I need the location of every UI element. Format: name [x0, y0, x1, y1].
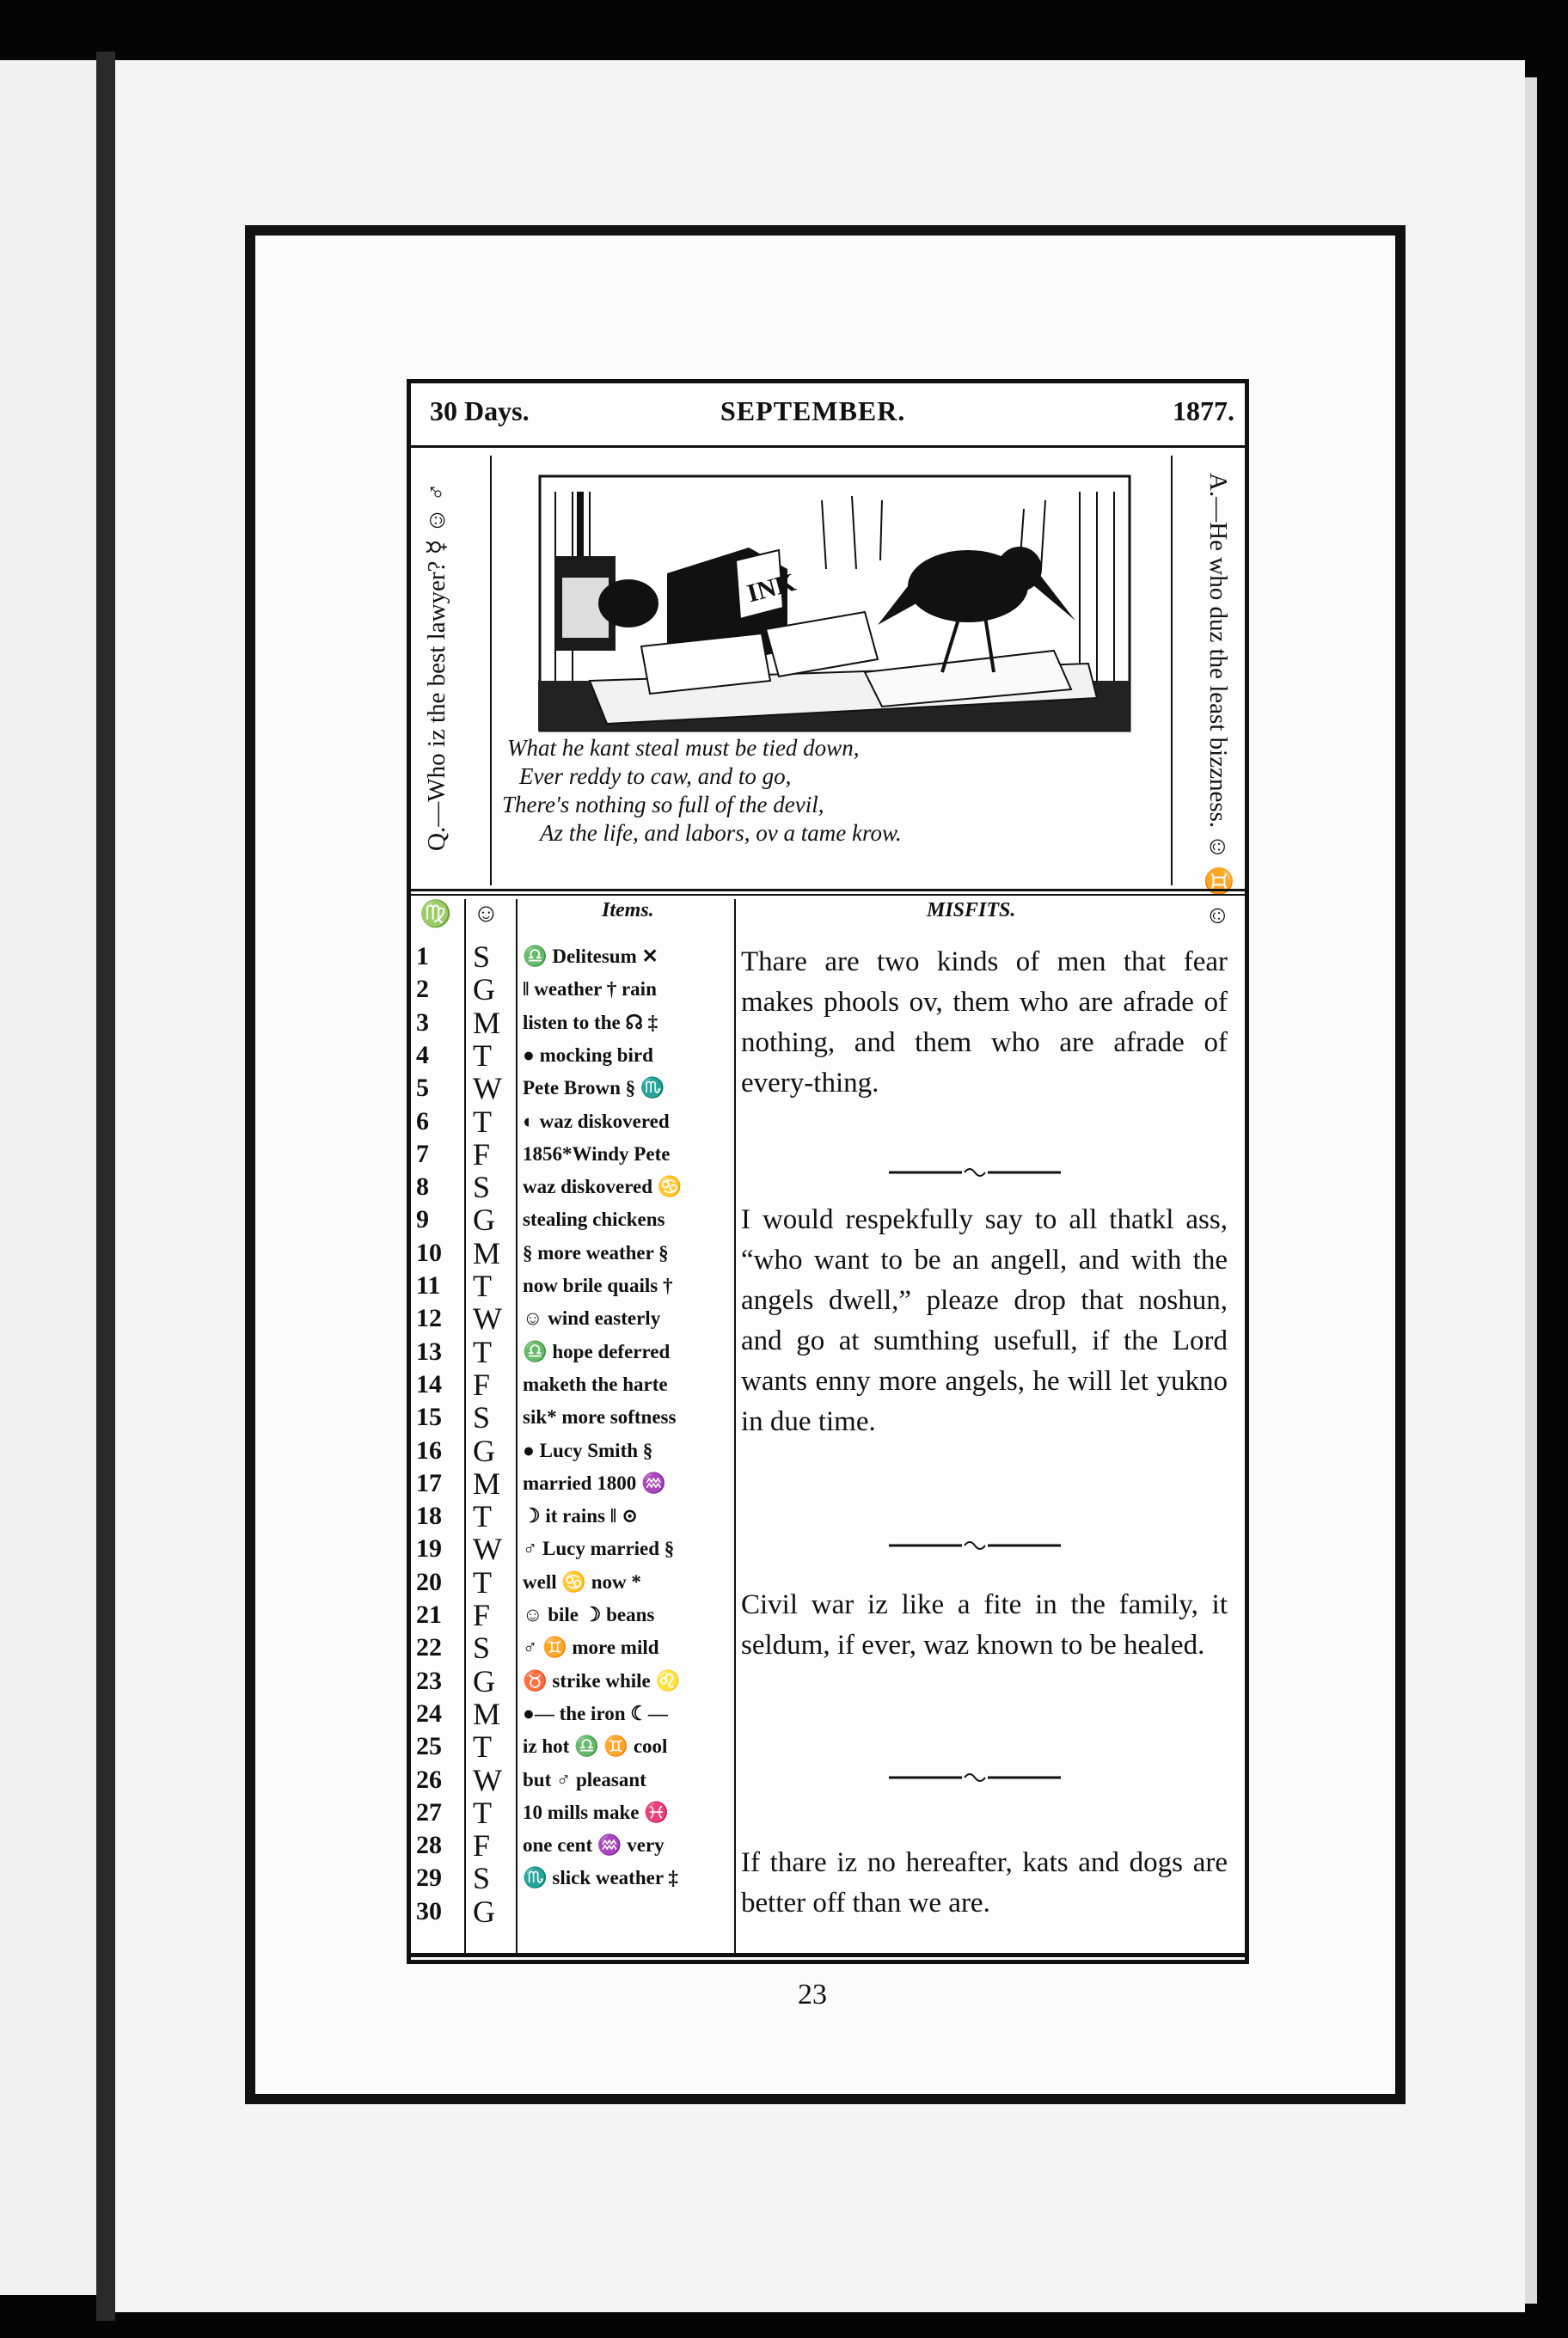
calendar-item: ♂ ♊ more mild [523, 1637, 659, 1659]
calendar-item: ♂ Lucy married § [523, 1538, 675, 1560]
day-column-header: ☺ [473, 899, 499, 927]
weekday-letter: T [473, 1729, 492, 1765]
weekday-letter: F [473, 1598, 491, 1632]
calendar-item: ‖ weather † rain [523, 978, 657, 1001]
page-number: 23 [798, 1979, 827, 2011]
calendar-item: ☽ it rains ‖ ⊙ [523, 1505, 639, 1527]
poem-line: What he kant steal must be tied down, [507, 735, 860, 761]
answer-text: A.—He who duz the least bizzness. ☺ ♊ ☺ [1204, 473, 1232, 929]
weekday-letter: F [473, 1136, 491, 1172]
calendar-item: maketh the harte [523, 1373, 668, 1395]
rule [411, 894, 1245, 896]
calendar-item: ♎ hope deferred [523, 1340, 671, 1362]
date-number: 25 [416, 1732, 442, 1761]
items-column [519, 899, 736, 1953]
date-number: 28 [416, 1831, 442, 1860]
weekday-letter: M [473, 1235, 501, 1270]
date-number: 20 [416, 1567, 442, 1596]
ornament-divider [889, 1769, 1061, 1786]
question-sidebar [414, 456, 492, 885]
weekday-letter: G [473, 1894, 495, 1929]
misfits-column-header: MISFITS. [927, 899, 1016, 921]
date-number: 22 [416, 1633, 442, 1662]
calendar-item: listen to the ☊ ‡ [523, 1011, 658, 1033]
weekday-letter: M [473, 1696, 501, 1731]
calendar-item: 1856*Windy Pete [523, 1142, 671, 1165]
date-number: 18 [416, 1502, 442, 1531]
calendar-item: but ♂ pleasant [523, 1768, 646, 1790]
ornament-divider [889, 1164, 1061, 1181]
misfit-paragraph: Civil war iz like a fite in the family, it seldum, if ever, waz known to be healed. [741, 1589, 1228, 1661]
calendar-item: sik* more softness [523, 1406, 677, 1429]
misfit-paragraph: If thare iz no hereafter, kats and dogs are better off than we are. [741, 1847, 1228, 1919]
calendar-item: Pete Brown § ♏ [523, 1077, 665, 1099]
days-count: 30 Days. [430, 395, 530, 426]
year: 1877. [1173, 395, 1234, 426]
weekday-letter: T [473, 1564, 492, 1600]
weekday-letter: S [473, 1400, 491, 1435]
calendar-item: § more weather § [523, 1241, 669, 1264]
calendar-item: ● Lucy Smith § [523, 1439, 653, 1461]
weekday-letter: T [473, 1104, 492, 1139]
calendar-item: ☺ bile ☽ beans [523, 1604, 655, 1625]
items-column-header: Items. [602, 899, 654, 921]
question-text: Q.—Who iz the best lawyer? ☿ ☺ ♂ [423, 482, 450, 851]
weekday-letter: G [473, 972, 495, 1007]
misfit-paragraph: I would respekfully say to all thatkl ass, “who want to be an angell, and with the angels dwell,” pleaze drop that noshun, and go at sumthing usefull, if the Lord wants enny more angels, he will let yukno in due time. [741, 1204, 1228, 1437]
date-number: 12 [416, 1304, 442, 1333]
date-number: 1 [416, 942, 429, 970]
poem-line: Az the life, and labors, ov a tame krow. [540, 820, 902, 846]
crow-ink-illustration [538, 474, 1131, 732]
date-number: 5 [416, 1074, 429, 1103]
date-number: 26 [416, 1765, 442, 1794]
calendar-item: well ♋ now * [523, 1570, 641, 1593]
date-number: 8 [416, 1172, 429, 1202]
calendar-panel [407, 379, 1249, 1964]
date-number: 27 [416, 1797, 442, 1827]
date-number: 23 [416, 1666, 442, 1695]
weekday-letter: W [473, 1301, 502, 1337]
weekday-letter: S [473, 1631, 491, 1666]
page-edge [1525, 77, 1537, 2304]
answer-sidebar [1171, 456, 1245, 929]
calendar-item: iz hot ♎ ♊ cool [523, 1735, 668, 1758]
calendar-item: one cent ♒ very [523, 1834, 665, 1857]
weekday-letter: F [473, 1828, 491, 1864]
calendar-item [523, 1895, 734, 1928]
date-number: 9 [416, 1205, 429, 1234]
date-number: 10 [416, 1238, 442, 1267]
calendar-item: now brile quails † [523, 1275, 673, 1296]
date-number: 29 [416, 1864, 442, 1893]
calendar-item: ♏ slick weather ‡ [523, 1867, 678, 1889]
calendar-item: ● mocking bird [523, 1044, 653, 1066]
date-number: 21 [416, 1600, 442, 1629]
weekday-letter: S [473, 939, 491, 974]
weekday-letter: W [473, 1762, 502, 1797]
calendar-item: ♎ Delitesum ✕ [523, 946, 658, 967]
poem-line: Ever reddy to caw, and to go, [519, 763, 792, 789]
date-number: 14 [416, 1369, 442, 1399]
num-column-header: ♍ [420, 900, 452, 928]
calendar-header [411, 383, 1245, 448]
weekday-letter: G [473, 1433, 495, 1468]
book-gutter [96, 52, 115, 2321]
left-page [0, 60, 96, 2295]
month-title: SEPTEMBER. [720, 395, 906, 426]
weekday-letter: W [473, 1532, 502, 1567]
ink-label: INK [744, 567, 799, 609]
calendar-item: waz diskovered ♋ [523, 1176, 683, 1198]
weekday-letter: S [473, 1861, 491, 1896]
calendar-item: ●— the iron ☾— [523, 1702, 668, 1724]
weekday-letter: F [473, 1367, 491, 1402]
date-number: 3 [416, 1007, 429, 1037]
weekday-letter: M [473, 1005, 501, 1040]
ornament-divider [889, 1537, 1061, 1554]
weekday-letter: S [473, 1170, 491, 1205]
date-number: 7 [416, 1139, 429, 1168]
calendar-item: married 1800 ♒ [523, 1472, 666, 1494]
poem-line: There's nothing so full of the devil, [502, 792, 824, 817]
date-number: 24 [416, 1698, 442, 1728]
calendar-item: stealing chickens [523, 1209, 665, 1231]
weekday-letter: M [473, 1466, 501, 1501]
weekday-letter: T [473, 1037, 492, 1073]
date-number: 13 [416, 1337, 442, 1366]
weekday-letter: W [473, 1071, 502, 1106]
weekday-letter: T [473, 1795, 492, 1830]
weekday-letter: T [473, 1269, 492, 1303]
bottom-rule [411, 1953, 1249, 1957]
misfit-paragraph: Thare are two kinds of men that fear makes phools ov, them who are afrade of nothing, and them who are afrade of every-thing. [741, 946, 1228, 1099]
weekday-letter: G [473, 1203, 495, 1238]
calendar-item: ☺ wind easterly [523, 1307, 661, 1330]
calendar-item: ◐ waz diskovered [523, 1110, 670, 1132]
date-number: 6 [416, 1106, 429, 1135]
date-number: 17 [416, 1468, 442, 1497]
date-number: 11 [416, 1271, 441, 1300]
date-number: 30 [416, 1896, 442, 1925]
date-number: 16 [416, 1435, 442, 1465]
rule [411, 889, 1245, 891]
weekday-column [464, 899, 518, 1953]
calendar-item: 10 mills make ♓ [523, 1801, 669, 1823]
date-number: 19 [416, 1534, 442, 1564]
weekday-letter: G [473, 1663, 495, 1698]
date-number: 4 [416, 1040, 429, 1069]
weekday-letter: T [473, 1334, 492, 1369]
date-number: 2 [416, 975, 429, 1004]
date-number: 15 [416, 1403, 442, 1432]
weekday-letter: T [473, 1499, 492, 1534]
calendar-item: ♉ strike while ♌ [523, 1669, 681, 1692]
